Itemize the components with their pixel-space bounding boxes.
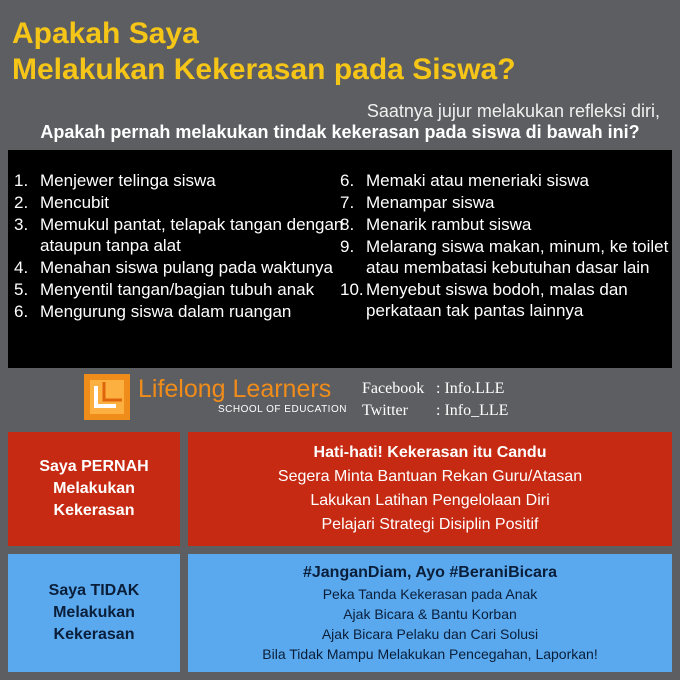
list-item-text: Mengurung siswa dalam ruangan [40,302,292,321]
tidak-line: Ajak Bicara & Bantu Korban [343,606,517,622]
pernah-heading: Hati-hati! Kekerasan itu Candu [313,444,547,461]
list-item-number: 6. [340,171,355,190]
list-item-text: Memaki atau meneriaki siswa [366,171,589,190]
list-item-number: 5. [14,280,29,299]
pernah-advice-box [188,432,672,546]
facebook-value: : Info.LLE [436,380,505,397]
list-item-number: 7. [340,193,355,212]
list-item-text: Menarik rambut siswa [366,215,532,234]
list-item [340,279,670,321]
list-item [340,236,670,278]
tidak-line: Peka Tanda Kekerasan pada Anak [322,586,538,602]
list-column-right [340,170,670,322]
pernah-line: Pelajari Strategi Disiplin Positif [321,516,539,533]
list-item [340,170,670,191]
list-item [14,192,344,213]
subtitle: Saatnya jujur melakukan refleksi diri, [366,101,660,121]
question: Apakah pernah melakukan tindak kekerasan pada siswa di bawah ini? [40,122,640,142]
list-item-text: Mencubit [40,193,109,212]
main-title [12,16,672,88]
list-item [14,214,344,256]
list-item-number: 1. [14,171,29,190]
lifelong-learners-logo-icon [84,374,130,420]
list-item-text: Menjewer telinga siswa [40,171,216,190]
pernah-label: Saya PERNAH Melakukan Kekerasan [39,458,149,519]
list-item [14,301,344,322]
list-item-number: 9. [340,237,355,256]
list-column-left [14,170,344,323]
title-line-1: Apakah Saya [12,17,199,50]
tidak-label-box [8,554,180,672]
list-item-text: Menyebut siswa bodoh, malas dan perkataan tak pantas lainnya [366,280,628,320]
list-item-number: 3. [14,215,29,234]
tidak-heading: #JanganDiam, Ayo #BeraniBicara [302,564,558,581]
tidak-label: Saya TIDAK Melakukan Kekerasan [48,582,140,643]
list-item [340,192,670,213]
list-item-number: 4. [14,258,29,277]
list-item-text: Menyentil tangan/bagian tubuh anak [40,280,315,299]
pernah-line: Segera Minta Bantuan Rekan Guru/Atasan [277,468,583,485]
twitter-value: : Info_LLE [436,402,509,419]
list-item [340,214,670,235]
list-item-number: 8. [340,215,355,234]
violence-list [8,150,672,368]
list-item-number: 10. [340,280,364,299]
pernah-line: Lakukan Latihan Pengelolaan Diri [310,492,550,509]
brand-sub: SCHOOL OF EDUCATION [218,404,347,415]
facebook-label: Facebook [362,380,425,397]
tidak-line: Ajak Bicara Pelaku dan Cari Solusi [321,626,539,642]
list-item [14,279,344,300]
list-item-text: Memukul pantat, telapak tangan dengan ataupun tanpa alat [40,215,344,255]
list-item [14,257,344,278]
list-item [14,170,344,191]
list-item-text: Menampar siswa [366,193,495,212]
tidak-line: Bila Tidak Mampu Melakukan Pencegahan, Laporkan! [262,646,598,662]
social-info [362,378,508,422]
list-item-text: Melarang siswa makan, minum, ke toilet atau membatasi kebutuhan dasar lain [366,237,669,277]
brand-name: Lifelong Learners [138,375,332,403]
twitter-label: Twitter [362,402,408,419]
list-item-text: Menahan siswa pulang pada waktunya [40,258,333,277]
tidak-advice-box [188,554,672,672]
pernah-label-box [8,432,180,546]
list-item-number: 2. [14,193,29,212]
title-line-2: Melakukan Kekerasan pada Siswa? [12,53,516,86]
list-item-number: 6. [14,302,29,321]
